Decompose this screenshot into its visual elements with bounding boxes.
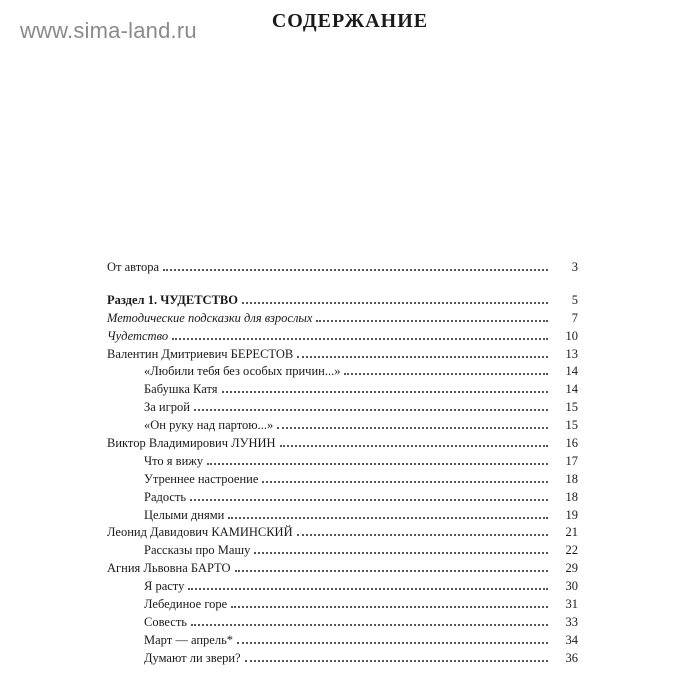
toc-entry-page: 31 xyxy=(565,597,578,612)
toc-entry-page: 17 xyxy=(565,453,578,468)
toc-entry-page: 33 xyxy=(565,614,578,629)
toc-entry-poem xyxy=(107,489,578,507)
toc-entry-page: 21 xyxy=(565,525,578,540)
toc-entry-page: 5 xyxy=(571,292,578,307)
toc-leader-dots xyxy=(344,363,548,375)
toc-entry-page: 14 xyxy=(565,382,578,397)
toc-entry-author-lunin xyxy=(107,435,578,453)
toc-entry-title: Чудетство xyxy=(107,328,169,343)
toc-entry-title: Бабушка Катя xyxy=(144,382,218,397)
toc-entry-title: Лебединое горе xyxy=(144,597,228,612)
toc-entry-chudetstvo xyxy=(107,328,578,346)
toc-entry-page: 36 xyxy=(565,650,578,665)
toc-entry-page: 18 xyxy=(565,489,578,504)
table-of-contents xyxy=(107,259,578,668)
toc-entry-title: Виктор Владимирович ЛУНИН xyxy=(107,436,276,451)
toc-entry-poem xyxy=(107,453,578,471)
toc-entry-poem xyxy=(107,507,578,525)
toc-entry-page: 30 xyxy=(565,579,578,594)
toc-entry-poem xyxy=(107,614,578,632)
toc-entry-page: 18 xyxy=(565,471,578,486)
toc-entry-title: Валентин Дмитриевич БЕРЕСТОВ xyxy=(107,346,294,361)
toc-entry-author-kaminsky xyxy=(107,524,578,542)
toc-entry-title: Методические подсказки для взрослых xyxy=(107,310,313,325)
toc-leader-dots xyxy=(297,346,548,358)
toc-entry-poem xyxy=(107,471,578,489)
toc-entry-poem xyxy=(107,381,578,399)
toc-entry-title: Утреннее настроение xyxy=(144,471,259,486)
toc-entry-title: От автора xyxy=(107,260,160,274)
toc-entry-title: Леонид Давидович КАМИНСКИЙ xyxy=(107,525,293,540)
toc-leader-dots xyxy=(277,417,548,429)
toc-entry-from-author xyxy=(107,259,578,277)
toc-entry-page: 22 xyxy=(565,543,578,558)
toc-leader-dots xyxy=(235,560,548,572)
toc-entry-page: 10 xyxy=(565,328,578,343)
toc-leader-dots xyxy=(191,614,548,626)
toc-leader-dots xyxy=(254,542,548,554)
toc-entry-title: «Он руку над партою...» xyxy=(144,418,274,433)
toc-leader-dots xyxy=(297,524,548,536)
toc-entry-page: 29 xyxy=(565,561,578,576)
toc-entry-title: Целыми днями xyxy=(144,507,225,522)
toc-leader-dots xyxy=(237,632,548,644)
toc-entry-poem xyxy=(107,632,578,650)
toc-entry-poem xyxy=(107,578,578,596)
toc-entry-poem xyxy=(107,417,578,435)
toc-leader-dots xyxy=(280,435,548,447)
toc-entry-page: 34 xyxy=(565,632,578,647)
toc-entry-page: 7 xyxy=(571,310,578,325)
toc-entry-page: 19 xyxy=(565,507,578,522)
toc-leader-dots xyxy=(242,292,548,304)
toc-leader-dots xyxy=(190,489,548,501)
toc-entry-page: 3 xyxy=(571,260,578,274)
toc-entry-author-berestov xyxy=(107,346,578,364)
toc-leader-dots xyxy=(228,507,548,519)
toc-entry-method-hints xyxy=(107,310,578,328)
toc-leader-dots xyxy=(194,399,548,411)
toc-entry-title: За игрой xyxy=(144,400,190,415)
toc-entry-title: Что я вижу xyxy=(144,453,204,468)
toc-entry-page: 14 xyxy=(565,364,578,379)
toc-entry-poem xyxy=(107,542,578,560)
toc-entry-title: Я расту xyxy=(144,579,185,594)
toc-entry-poem xyxy=(107,399,578,417)
toc-entry-title: «Любили тебя без особых причин...» xyxy=(144,364,341,379)
toc-leader-dots xyxy=(222,381,549,393)
toc-leader-dots xyxy=(163,259,548,271)
toc-entry-title: Агния Львовна БАРТО xyxy=(107,561,231,576)
toc-entry-poem xyxy=(107,650,578,668)
toc-leader-dots xyxy=(207,453,548,465)
toc-entry-poem xyxy=(107,363,578,381)
toc-entry-section-1 xyxy=(107,292,578,310)
toc-entry-title: Думают ли звери? xyxy=(144,650,241,665)
toc-leader-dots xyxy=(316,310,548,322)
toc-entry-page: 15 xyxy=(565,418,578,433)
toc-leader-dots xyxy=(172,328,548,340)
toc-entry-title: Март — апрель* xyxy=(144,632,234,647)
page-title-text: СОДЕРЖАНИЕ xyxy=(271,10,429,32)
toc-leader-dots xyxy=(245,650,548,662)
toc-entry-author-barto xyxy=(107,560,578,578)
toc-entry-title: Рассказы про Машу xyxy=(144,543,251,558)
toc-leader-dots xyxy=(188,578,548,590)
toc-entry-page: 16 xyxy=(565,436,578,451)
toc-entry-title: Совесть xyxy=(144,614,187,629)
toc-entry-title: Раздел 1. ЧУДЕТСТВО xyxy=(107,292,238,307)
toc-entry-page: 13 xyxy=(565,346,578,361)
page-title xyxy=(0,10,700,33)
toc-leader-dots xyxy=(262,471,548,483)
toc-entry-poem xyxy=(107,596,578,614)
watermark-url: www.sima-land.ru xyxy=(20,18,197,43)
toc-leader-dots xyxy=(231,596,548,608)
toc-entry-title: Радость xyxy=(144,489,187,504)
toc-entry-page: 15 xyxy=(565,400,578,415)
